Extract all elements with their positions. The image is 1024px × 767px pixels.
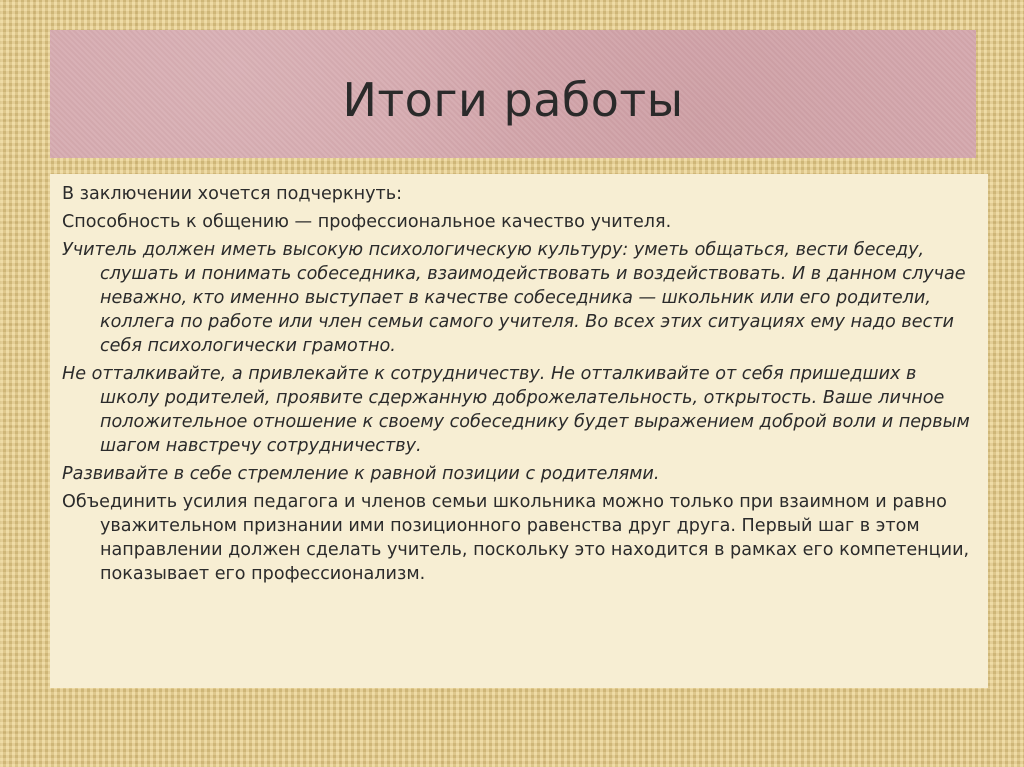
paragraph-psychological-culture: Учитель должен иметь высокую психологическую культуру: уметь общаться, вести беседу, слушать и понимать собеседника, взаимодействовать и воздействовать. И в данном случае неважно, кто именно выступает в качестве собеседника — школьник или его родители, коллега по работе или член семьи самого учителя. Во всех этих ситуациях ему надо вести себя психологически грамотно. [62,240,966,356]
paragraph-communication: Способность к общению — профессиональное качество учителя. [62,212,672,232]
paragraph-joint-efforts: Объединить усилия педагога и членов семьи школьника можно только при взаимном и равно уважительном признании ими позиционного равенства друг друга. Первый шаг в этом направлении должен сделать учитель, поскольку это находится в рамках его компетенции, показывает его профессионализм. [62,492,970,584]
paragraph-cooperation: Не отталкивайте, а привлекайте к сотрудничеству. Не отталкивайте от себя пришедших в школу родителей, проявите сдержанную доброжелательность, открытость. Ваше личное положительное отношение к своему собеседнику будет выражением доброй воли и первым шагом навстречу сотрудничеству. [62,364,970,456]
paragraph-equal-position: Развивайте в себе стремление к равной позиции с родителями. [62,464,660,484]
content-box [50,174,988,688]
title-band [50,30,976,158]
paragraph-intro: В заключении хочется подчеркнуть: [62,184,403,204]
slide-title: Итоги работы [342,73,684,127]
